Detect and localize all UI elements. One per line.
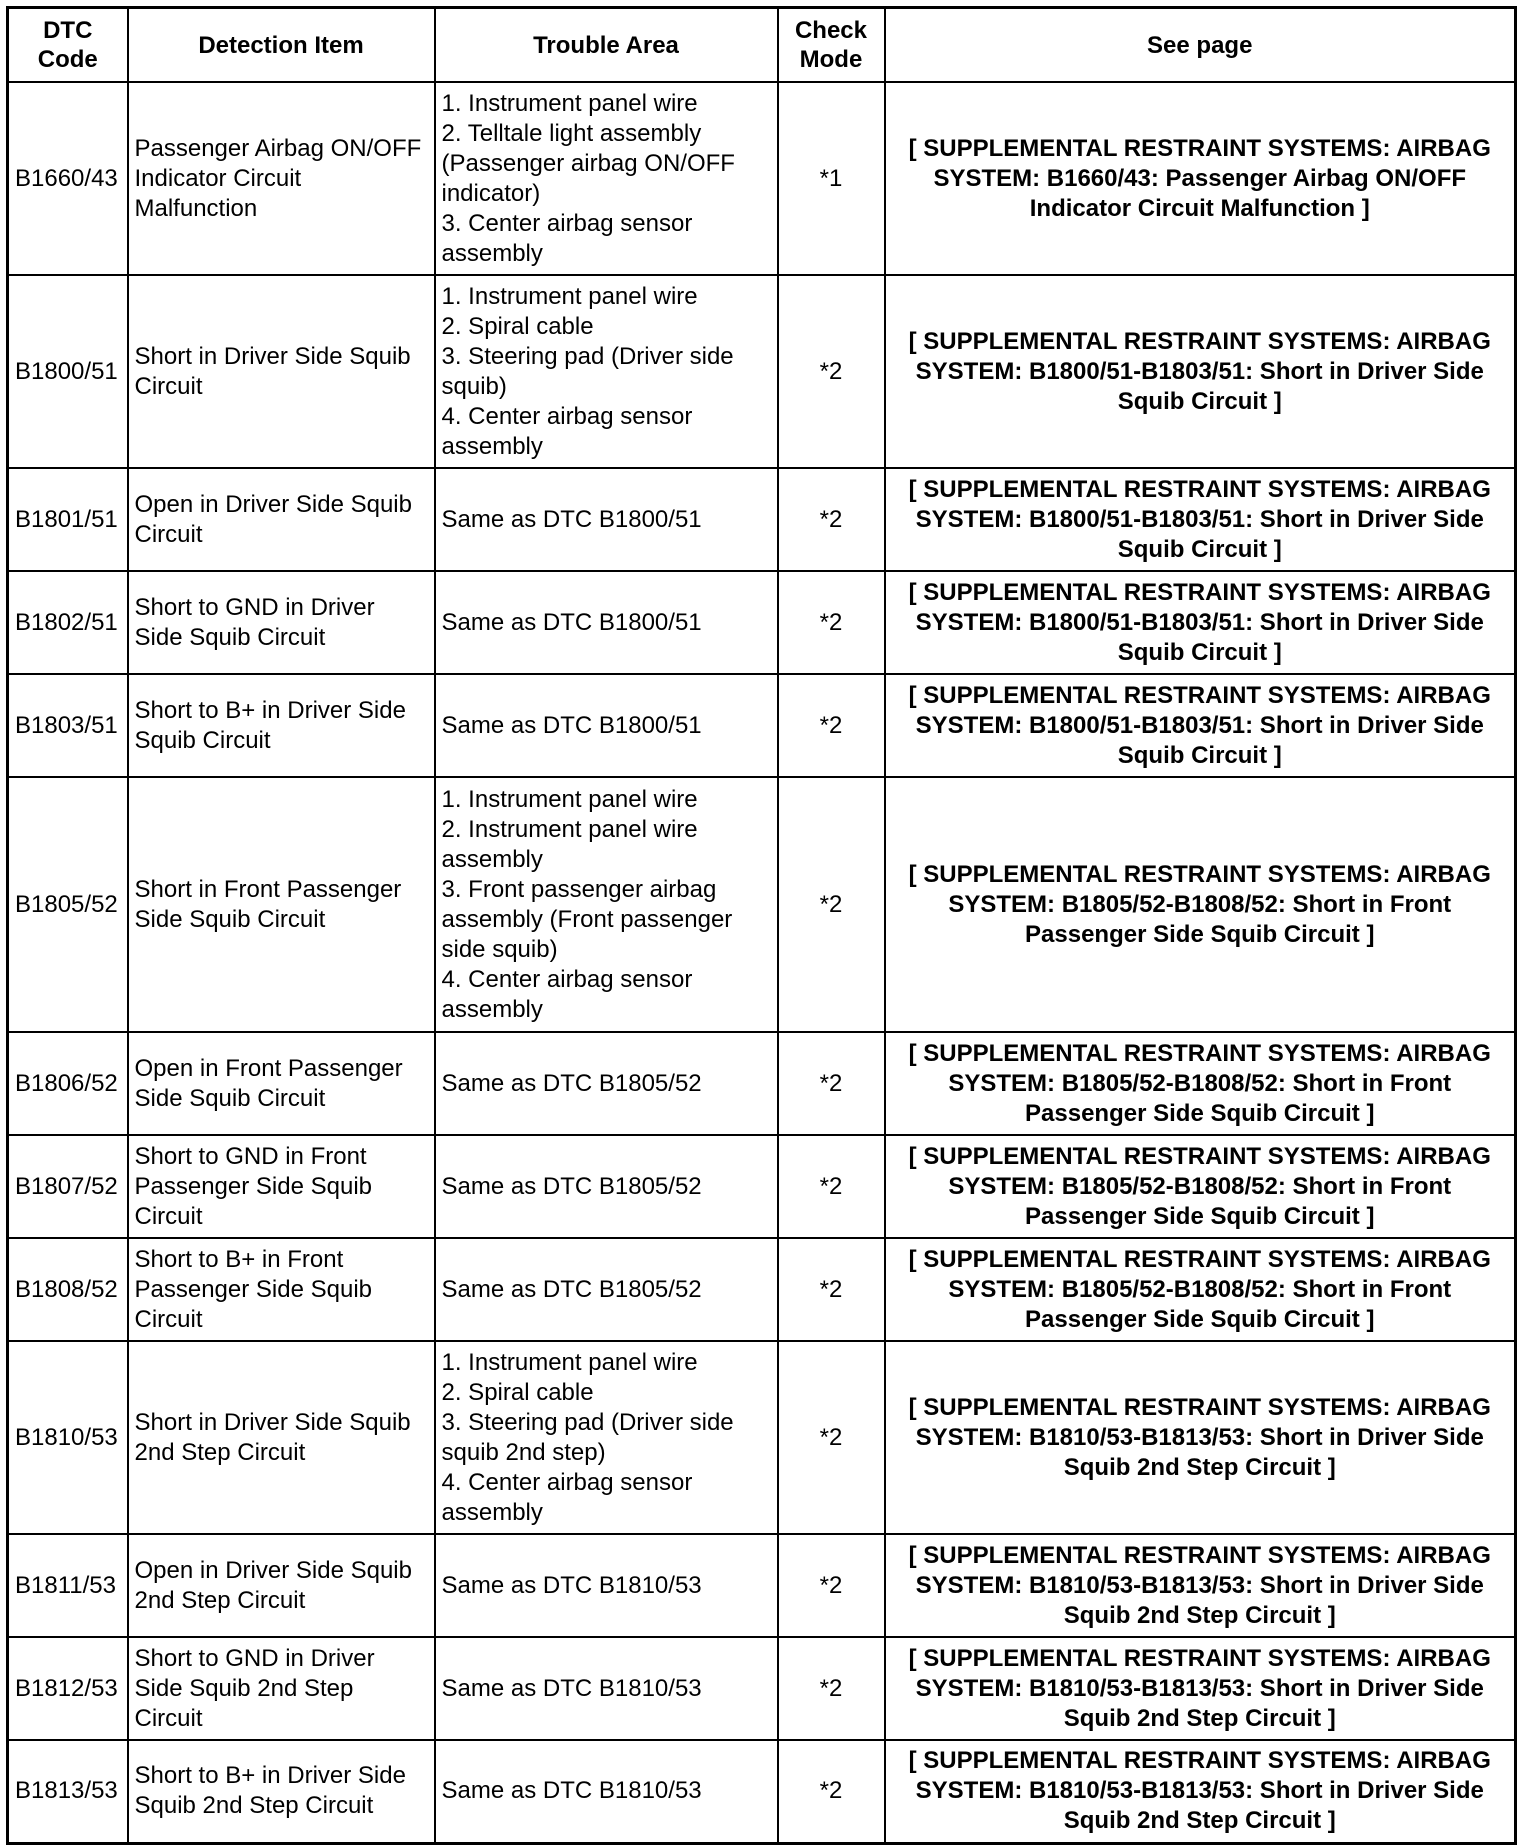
table-row	[8, 777, 1516, 1032]
check-mode: *2	[778, 571, 885, 674]
table-row	[8, 571, 1516, 674]
trouble-area: Same as DTC B1810/53	[435, 1534, 778, 1637]
check-mode: *2	[778, 1740, 885, 1843]
trouble-area: Same as DTC B1800/51	[435, 468, 778, 571]
see-page-link[interactable]: [ SUPPLEMENTAL RESTRAINT SYSTEMS: AIRBAG SYSTEM: B1805/52-B1808/52: Short in Front Passenger Side Squib Circuit ]	[885, 1032, 1516, 1135]
table-row	[8, 1032, 1516, 1135]
detection-item: Short in Driver Side Squib 2nd Step Circuit	[128, 1341, 435, 1534]
see-page-link[interactable]: [ SUPPLEMENTAL RESTRAINT SYSTEMS: AIRBAG SYSTEM: B1810/53-B1813/53: Short in Driver Side Squib 2nd Step Circuit ]	[885, 1534, 1516, 1637]
check-mode: *2	[778, 1238, 885, 1341]
table-row	[8, 468, 1516, 571]
check-mode: *2	[778, 1032, 885, 1135]
check-mode: *2	[778, 468, 885, 571]
trouble-area: 1. Instrument panel wire 2. Telltale light assembly (Passenger airbag ON/OFF indicator) 3. Center airbag sensor assembly	[435, 82, 778, 275]
see-page-link[interactable]: [ SUPPLEMENTAL RESTRAINT SYSTEMS: AIRBAG SYSTEM: B1800/51-B1803/51: Short in Driver Side Squib Circuit ]	[885, 674, 1516, 777]
detection-item: Open in Driver Side Squib 2nd Step Circuit	[128, 1534, 435, 1637]
check-mode: *2	[778, 777, 885, 1032]
trouble-area: Same as DTC B1805/52	[435, 1032, 778, 1135]
check-mode: *2	[778, 674, 885, 777]
trouble-area: 1. Instrument panel wire 2. Spiral cable 3. Steering pad (Driver side squib) 4. Center airbag sensor assembly	[435, 275, 778, 468]
trouble-area: Same as DTC B1800/51	[435, 571, 778, 674]
dtc-code: B1660/43	[8, 82, 128, 275]
dtc-code: B1806/52	[8, 1032, 128, 1135]
see-page-link[interactable]: [ SUPPLEMENTAL RESTRAINT SYSTEMS: AIRBAG SYSTEM: B1805/52-B1808/52: Short in Front Passenger Side Squib Circuit ]	[885, 1238, 1516, 1341]
table-row	[8, 1534, 1516, 1637]
dtc-code: B1802/51	[8, 571, 128, 674]
table-row	[8, 82, 1516, 275]
trouble-area: Same as DTC B1805/52	[435, 1238, 778, 1341]
dtc-code: B1803/51	[8, 674, 128, 777]
see-page-link[interactable]: [ SUPPLEMENTAL RESTRAINT SYSTEMS: AIRBAG SYSTEM: B1810/53-B1813/53: Short in Driver Side Squib 2nd Step Circuit ]	[885, 1740, 1516, 1843]
table-row	[8, 1135, 1516, 1238]
header-trouble-area: Trouble Area	[435, 8, 778, 83]
header-detection-item: Detection Item	[128, 8, 435, 83]
table-row	[8, 1238, 1516, 1341]
dtc-code: B1813/53	[8, 1740, 128, 1843]
header-dtc-code: DTC Code	[8, 8, 128, 83]
dtc-code: B1800/51	[8, 275, 128, 468]
trouble-area: Same as DTC B1800/51	[435, 674, 778, 777]
check-mode: *2	[778, 1341, 885, 1534]
detection-item: Open in Driver Side Squib Circuit	[128, 468, 435, 571]
check-mode: *2	[778, 1534, 885, 1637]
see-page-link[interactable]: [ SUPPLEMENTAL RESTRAINT SYSTEMS: AIRBAG SYSTEM: B1805/52-B1808/52: Short in Front Passenger Side Squib Circuit ]	[885, 1135, 1516, 1238]
table-row	[8, 1740, 1516, 1843]
table-row	[8, 1341, 1516, 1534]
detection-item: Short to B+ in Front Passenger Side Squib Circuit	[128, 1238, 435, 1341]
detection-item: Short to GND in Driver Side Squib 2nd Step Circuit	[128, 1637, 435, 1740]
check-mode: *2	[778, 1637, 885, 1740]
see-page-link[interactable]: [ SUPPLEMENTAL RESTRAINT SYSTEMS: AIRBAG SYSTEM: B1660/43: Passenger Airbag ON/OFF Indicator Circuit Malfunction ]	[885, 82, 1516, 275]
table-row	[8, 1637, 1516, 1740]
dtc-code: B1811/53	[8, 1534, 128, 1637]
dtc-table	[6, 6, 1517, 1845]
see-page-link[interactable]: [ SUPPLEMENTAL RESTRAINT SYSTEMS: AIRBAG SYSTEM: B1800/51-B1803/51: Short in Driver Side Squib Circuit ]	[885, 571, 1516, 674]
detection-item: Short in Driver Side Squib Circuit	[128, 275, 435, 468]
see-page-link[interactable]: [ SUPPLEMENTAL RESTRAINT SYSTEMS: AIRBAG SYSTEM: B1800/51-B1803/51: Short in Driver Side Squib Circuit ]	[885, 275, 1516, 468]
header-check-mode: Check Mode	[778, 8, 885, 83]
detection-item: Passenger Airbag ON/OFF Indicator Circuit Malfunction	[128, 82, 435, 275]
see-page-link[interactable]: [ SUPPLEMENTAL RESTRAINT SYSTEMS: AIRBAG SYSTEM: B1800/51-B1803/51: Short in Driver Side Squib Circuit ]	[885, 468, 1516, 571]
check-mode: *2	[778, 275, 885, 468]
dtc-code: B1801/51	[8, 468, 128, 571]
header-see-page: See page	[885, 8, 1516, 83]
check-mode: *1	[778, 82, 885, 275]
trouble-area: 1. Instrument panel wire 2. Spiral cable 3. Steering pad (Driver side squib 2nd step) 4. Center airbag sensor assembly	[435, 1341, 778, 1534]
dtc-code: B1807/52	[8, 1135, 128, 1238]
trouble-area: Same as DTC B1810/53	[435, 1637, 778, 1740]
dtc-code: B1808/52	[8, 1238, 128, 1341]
dtc-code: B1812/53	[8, 1637, 128, 1740]
check-mode: *2	[778, 1135, 885, 1238]
see-page-link[interactable]: [ SUPPLEMENTAL RESTRAINT SYSTEMS: AIRBAG SYSTEM: B1810/53-B1813/53: Short in Driver Side Squib 2nd Step Circuit ]	[885, 1341, 1516, 1534]
table-row	[8, 674, 1516, 777]
detection-item: Open in Front Passenger Side Squib Circuit	[128, 1032, 435, 1135]
trouble-area: 1. Instrument panel wire 2. Instrument panel wire assembly 3. Front passenger airbag assembly (Front passenger side squib) 4. Center airbag sensor assembly	[435, 777, 778, 1032]
detection-item: Short to GND in Front Passenger Side Squib Circuit	[128, 1135, 435, 1238]
detection-item: Short to B+ in Driver Side Squib Circuit	[128, 674, 435, 777]
dtc-code: B1810/53	[8, 1341, 128, 1534]
table-row	[8, 275, 1516, 468]
detection-item: Short to GND in Driver Side Squib Circuit	[128, 571, 435, 674]
see-page-link[interactable]: [ SUPPLEMENTAL RESTRAINT SYSTEMS: AIRBAG SYSTEM: B1810/53-B1813/53: Short in Driver Side Squib 2nd Step Circuit ]	[885, 1637, 1516, 1740]
detection-item: Short in Front Passenger Side Squib Circuit	[128, 777, 435, 1032]
see-page-link[interactable]: [ SUPPLEMENTAL RESTRAINT SYSTEMS: AIRBAG SYSTEM: B1805/52-B1808/52: Short in Front Passenger Side Squib Circuit ]	[885, 777, 1516, 1032]
trouble-area: Same as DTC B1805/52	[435, 1135, 778, 1238]
table-header-row	[8, 8, 1516, 83]
trouble-area: Same as DTC B1810/53	[435, 1740, 778, 1843]
detection-item: Short to B+ in Driver Side Squib 2nd Step Circuit	[128, 1740, 435, 1843]
dtc-code: B1805/52	[8, 777, 128, 1032]
